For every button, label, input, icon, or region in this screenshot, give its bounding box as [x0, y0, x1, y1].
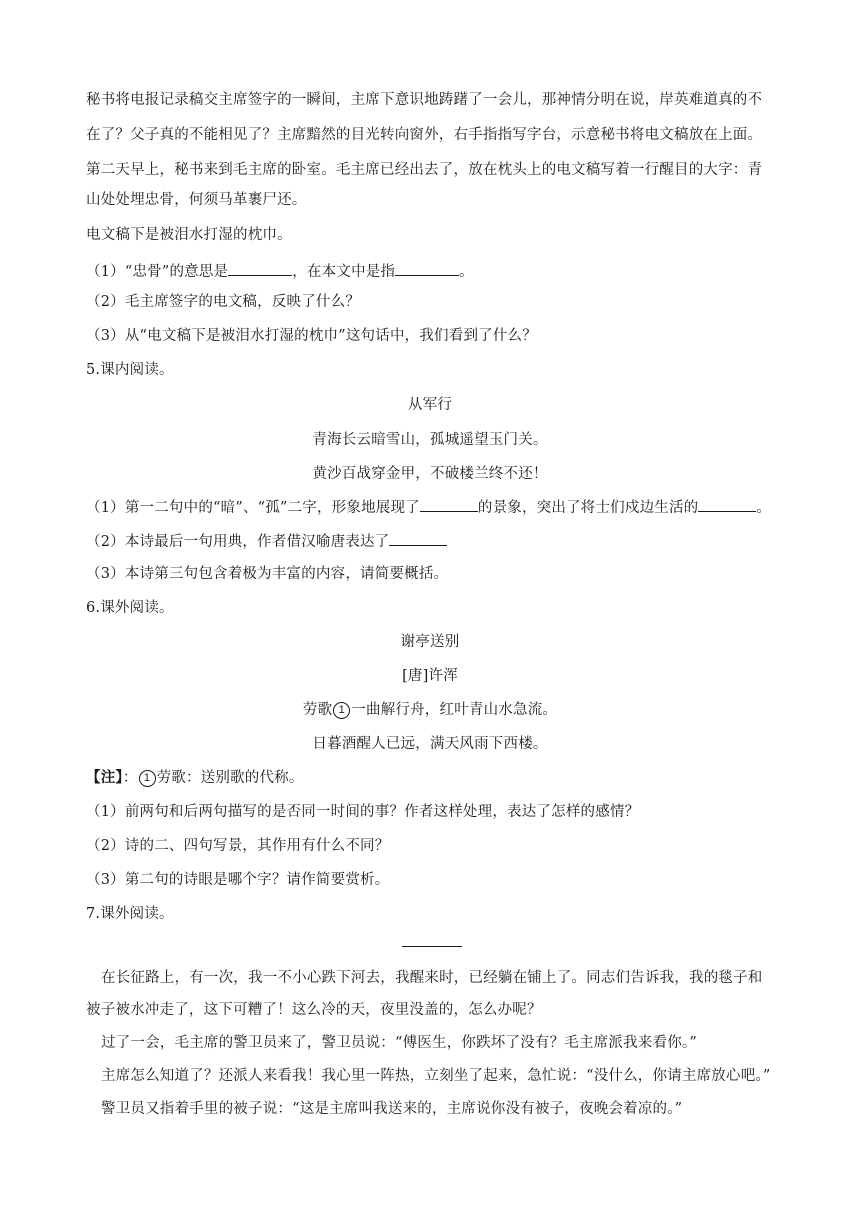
poem-line: 青海长云暗雪山，孤城遥望玉门关。 — [312, 432, 548, 448]
poem-line: 日暮酒醒人已远，满天风雨下西楼。 — [312, 736, 548, 752]
answer-blank[interactable] — [395, 260, 459, 276]
question-text: 的景象，突出了将士们戍边生活的 — [477, 500, 699, 516]
footnote-marker: 1 — [333, 702, 350, 719]
note-text: 劳歌：送别歌的代称。 — [156, 770, 304, 786]
answer-blank[interactable] — [389, 530, 447, 546]
title-blank-line[interactable] — [402, 946, 462, 947]
poem-line: 黄沙百战穿金甲，不破楼兰终不还！ — [312, 466, 548, 482]
question-4-1 — [86, 260, 786, 282]
poem-text: 一曲解行舟，红叶青山水急流。 — [351, 702, 558, 718]
question-5-2 — [86, 530, 786, 552]
poem-title: 谢亭送别 — [400, 634, 460, 650]
question-text: （2）本诗最后一句用典，作者借汉喻唐表达了 — [86, 534, 390, 550]
passage-line: 电文稿下是被泪水打湿的枕巾。 — [86, 227, 292, 243]
question-4-2: （2）毛主席签字的电文稿，反映了什么？ — [86, 294, 361, 310]
section-6-heading: 6.课外阅读。 — [86, 600, 174, 616]
question-text: （1）“忠骨”的意思是 — [86, 264, 229, 280]
poem-text: 劳歌 — [302, 702, 333, 718]
answer-blank[interactable] — [420, 496, 478, 512]
question-5-3: （3）本诗第三句包含着极为丰富的内容，请简要概括。 — [86, 566, 449, 582]
answer-blank[interactable] — [698, 496, 756, 512]
footnote — [86, 768, 786, 788]
passage-line: 在了？父子真的不能相见了？主席黯然的目光转向窗外，右手指指写字台，示意秘书将电文稿放在上面。 — [86, 127, 763, 143]
question-text: （1）第一二句中的“暗”、“孤”二字，形象地展现了 — [86, 500, 420, 516]
section-5-heading: 5.课内阅读。 — [86, 362, 174, 378]
passage-line: 被子被水冲走了，这下可糟了！这么冷的天，夜里没盖的，怎么办呢？ — [86, 1002, 542, 1018]
answer-blank[interactable] — [228, 260, 292, 276]
note-sep: ： — [122, 770, 138, 786]
question-text: 。 — [756, 500, 772, 516]
poem-author: [唐]许浑 — [402, 668, 458, 684]
section-7-heading: 7.课外阅读。 — [86, 906, 174, 922]
question-6-3: （3）第二句的诗眼是哪个字？请作简要赏析。 — [86, 872, 390, 888]
question-text: 。 — [459, 264, 474, 280]
question-5-1 — [86, 496, 786, 518]
passage-line: 秘书将电报记录稿交主席签字的一瞬间，主席下意识地踌躇了一会儿，那神情分明在说，岸英难道真的不 — [86, 92, 763, 108]
note-label: 【注】 — [86, 769, 123, 786]
question-text: ，在本文中是指 — [292, 264, 396, 280]
question-4-3: （3）从“电文稿下是被泪水打湿的枕巾”这句话中，我们看到了什么？ — [86, 328, 537, 344]
passage-line: 警卫员又指着手里的被子说：“这是主席叫我送来的，主席说你没有被子，夜晚会着凉的。” — [101, 1101, 683, 1117]
question-6-1: （1）前两句和后两句描写的是否同一时间的事？作者这样处理，表达了怎样的感情？ — [86, 804, 640, 820]
passage-line: 第二天早上，秘书来到毛主席的卧室。毛主席已经出去了，放在枕头上的电文稿写着一行醒目的大字：青 — [86, 162, 763, 178]
poem-line — [0, 700, 860, 720]
passage-line: 山处处埋忠骨，何须马革裹尸还。 — [86, 192, 307, 208]
passage-line: 在长征路上，有一次，我一不小心跌下河去，我醒来时，已经躺在铺上了。同志们告诉我，我的毯子和 — [101, 970, 763, 986]
poem-title: 从军行 — [407, 397, 453, 413]
footnote-marker: 1 — [139, 770, 156, 787]
question-6-2: （2）诗的二、四句写景，其作用有什么不同？ — [86, 838, 390, 854]
passage-line: 过了一会，毛主席的警卫员来了，警卫员说：“傅医生，你跌坏了没有？毛主席派我来看你。” — [101, 1035, 697, 1051]
passage-line: 主席怎么知道了？还派人来看我！我心里一阵热，立刻坐了起来，急忙说：“没什么，你请主席放心吧。” — [101, 1068, 771, 1084]
